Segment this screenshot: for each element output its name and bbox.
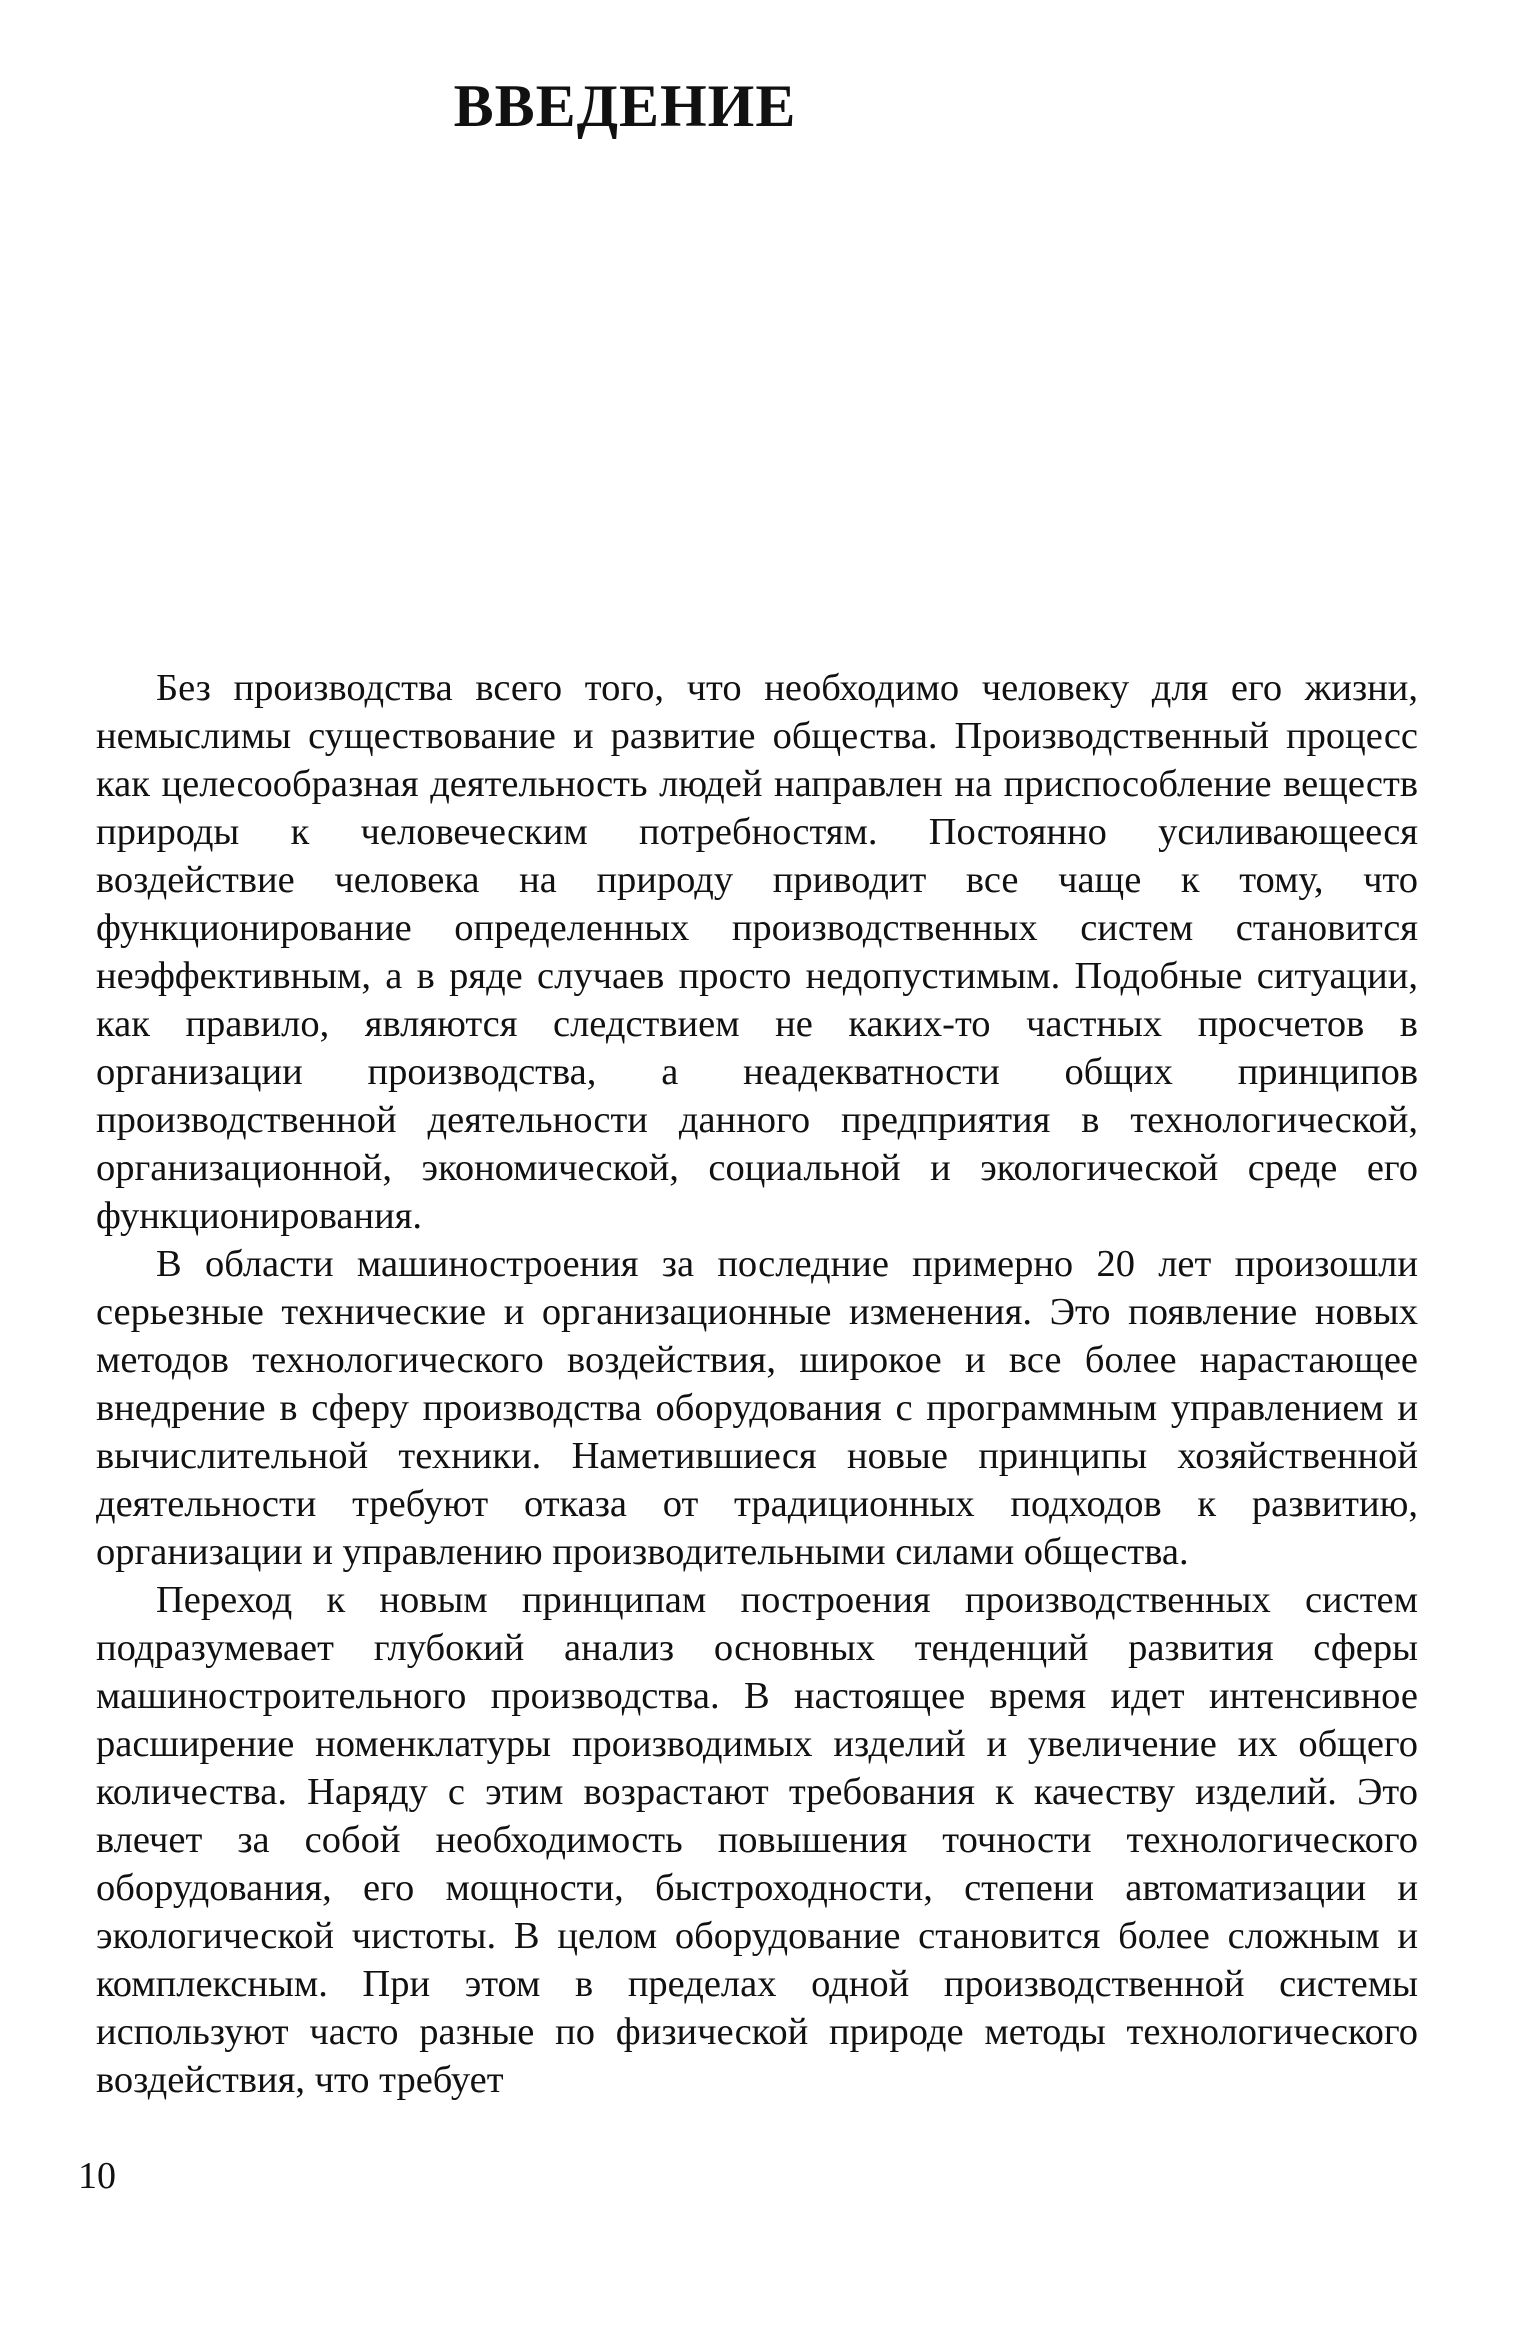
page-number: 10 <box>78 2155 116 2197</box>
body-text <box>96 664 1418 2104</box>
paragraph-1: Без производства всего того, что необходимо человеку для его жизни, немыслимы существование и развитие общества. Производственный процесс как целесообразная деятельность людей направлен на приспособление веществ природы к человеческим потребностям. Постоянно усиливающееся воздействие человека на природу приводит все чаще к тому, что функционирование определенных производственных систем становится неэффективным, а в ряде случаев просто недопустимым. Подобные ситуации, как правило, являются следствием не каких-то частных просчетов в организации производства, а неадекватности общих принципов производственной деятельности данного предприятия в технологической, организационной, экономической, социальной и экологической среде его функционирования. <box>96 667 1418 1237</box>
paragraph-2: В области машиностроения за последние примерно 20 лет произошли серьезные технические и организационные изменения. Это появление новых методов технологического воздействия, широкое и все более нарастающее внедрение в сферу производства оборудования с программным управлением и вычислительной техники. Наметившиеся новые принципы хозяйственной деятельности требуют отказа от традиционных подходов к развитию, организации и управлению производительными силами общества. <box>96 1243 1418 1573</box>
paragraph-3: Переход к новым принципам построения производственных систем подразумевает глубокий анализ основных тенденций развития сферы машиностроительного производства. В настоящее время идет интенсивное расширение номенклатуры производимых изделий и увеличение их общего количества. Наряду с этим возрастают требования к качеству изделий. Это влечет за собой необходимость повышения точности технологического оборудования, его мощности, быстроходности, степени автоматизации и экологической чистоты. В целом оборудование становится более сложным и комплексным. При этом в пределах одной производственной системы используют часто разные по физической природе методы технологического воздействия, что требует <box>96 1579 1418 2101</box>
page-title: ВВЕДЕНИЕ <box>453 73 797 139</box>
